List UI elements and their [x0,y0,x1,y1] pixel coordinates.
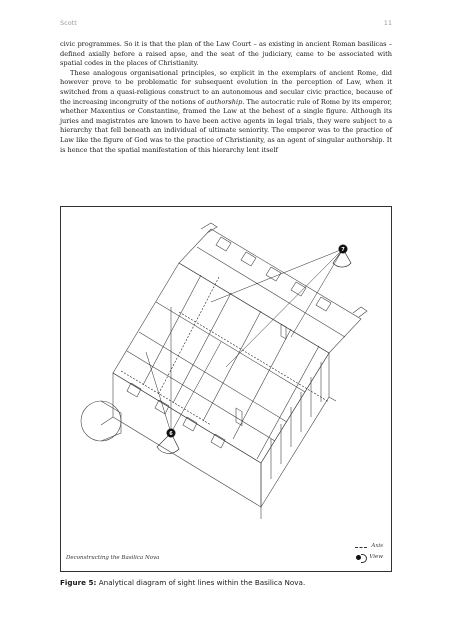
figure-title: Deconstructing the Basilica Nova [66,555,160,561]
sight-line [226,249,343,367]
building-side [261,353,329,507]
figure-caption [60,578,392,587]
caption-text: Analytical diagram of sight lines within the Basilica Nova. [96,578,306,587]
legend [321,543,383,565]
caption-label: Figure 5: [60,578,97,587]
building-outline-main [113,263,329,463]
paragraph-2 [60,69,392,155]
page-number: 11 [383,19,392,27]
view-marker-6 [167,429,176,438]
legend-axis-label: Axis [371,543,383,549]
body-text [60,40,392,155]
sight-line [291,249,343,337]
apse [81,401,121,441]
view-arc-icon [361,554,367,563]
legend-view-label: View [369,554,383,560]
building-base [113,373,261,507]
paragraph-1-text: civic programmes. So it is that the plan of the Law Court – as existing in ancient Roman basilicas – defined axially before a raised apse, and the seat of the judiciary, came to be associated with spatial codes in the places of Christianity. [60,40,392,68]
figure-5-diagram [60,206,392,572]
dashed-line-icon [355,547,367,548]
emphasis-authorship: authorship [206,97,243,106]
view-marker-7 [339,245,348,254]
sight-line [146,352,171,433]
paragraph-2-text-start: These analogous organisational principles, so explicit in the exemplars of ancient Rome, did however prove to be problematic for subsequent evolution in the perception of Law, when it switched from a quasi-religious construct to an autonomous and secular civic practice, because of the increasing incongruity of the notions of [60,68,392,106]
axis-longitudinal [179,312,329,402]
building-outline [179,229,361,353]
sight-line [211,249,343,302]
running-header-author: Scott [60,19,77,27]
paragraph-2-text-end: . The autocratic rule of Rome by its emperor, whether Maxentius or Constantine, framed the Law at the behest of a single figure. Although its juries and magistrates are known to have been active agents in legal trials, they were subject to a hierarchy that fell beneath an individual of ultimate seniority. The emperor was to the practice of Law like the figure of God was to the practice of Christianity, as an agent of singular authorship. It is hence that the spatial manifestation of this hierarchy lent itself [60,97,392,154]
running-header [60,19,392,29]
view-marker-6-label: 6 [169,431,173,437]
paragraph-1 [60,40,392,69]
view-marker-7-label: 7 [341,247,345,253]
axonometric-drawing [61,207,393,573]
